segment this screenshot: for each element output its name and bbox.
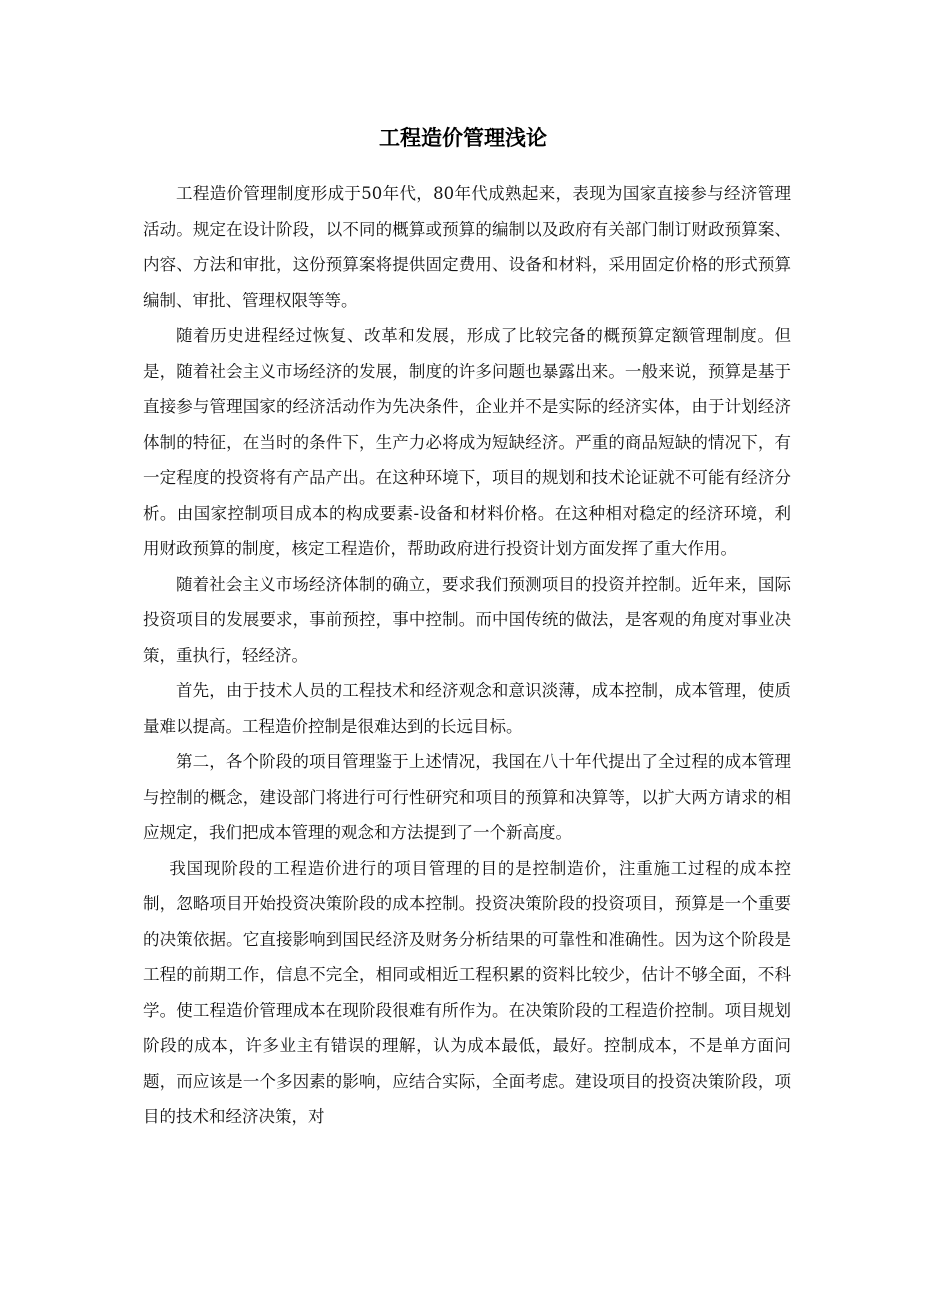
paragraph: 随着历史进程经过恢复、改革和发展，形成了比较完备的概预算定额管理制度。但是，随着社会主义市场经济的发展，制度的许多问题也暴露出来。一般来说，预算是基于直接参与管理国家的经济活动作为先决条件，企业并不是实际的经济实体，由于计划经济体制的特征，在当时的条件下，生产力必将成为短缺经济。严重的商品短缺的情况下，有一定程度的投资将有产品产出。在这种环境下，项目的规划和技术论证就不可能有经济分析。由国家控制项目成本的构成要素-设备和材料价格。在这种相对稳定的经济环境，利用财政预算的制度，核定工程造价，帮助政府进行投资计划方面发挥了重大作用。 bbox=[143, 326, 791, 558]
document-body bbox=[143, 176, 791, 1135]
paragraph: 第二，各个阶段的项目管理鉴于上述情况，我国在八十年代提出了全过程的成本管理与控制的概念，建设部门将进行可行性研究和项目的预算和决算等，以扩大两方请求的相应规定，我们把成本管理的观念和方法提到了一个新高度。 bbox=[143, 752, 791, 842]
paragraph: 我国现阶段的工程造价进行的项目管理的目的是控制造价，注重施工过程的成本控制，忽略项目开始投资决策阶段的成本控制。投资决策阶段的投资项目，预算是一个重要的决策依据。它直接影响到国民经济及财务分析结果的可靠性和准确性。因为这个阶段是工程的前期工作，信息不完全，相同或相近工程积累的资料比较少，估计不够全面，不科学。使工程造价管理成本在现阶段很难有所作为。在决策阶段的工程造价控制。项目规划阶段的成本，许多业主有错误的理解，认为成本最低，最好。控制成本，不是单方面问题，而应该是一个多因素的影响，应结合实际，全面考虑。建设项目的投资决策阶段，项目的技术和经济决策，对 bbox=[143, 858, 791, 1126]
document-title: 工程造价管理浅论 bbox=[379, 126, 547, 150]
paragraph: 首先，由于技术人员的工程技术和经济观念和意识淡薄，成本控制，成本管理，使质量难以提高。工程造价控制是很难达到的长远目标。 bbox=[143, 681, 791, 736]
paragraph: 随着社会主义市场经济体制的确立，要求我们预测项目的投资并控制。近年来，国际投资项目的发展要求，事前预控，事中控制。而中国传统的做法，是客观的角度对事业决策，重执行，轻经济。 bbox=[143, 574, 791, 665]
paragraph: 工程造价管理制度形成于50年代，80年代成熟起来，表现为国家直接参与经济管理活动。规定在设计阶段，以不同的概算或预算的编制以及政府有关部门制订财政预算案、内容、方法和审批，这份预算案将提供固定费用、设备和材料，采用固定价格的形式预算编制、审批、管理权限等等。 bbox=[143, 184, 791, 310]
